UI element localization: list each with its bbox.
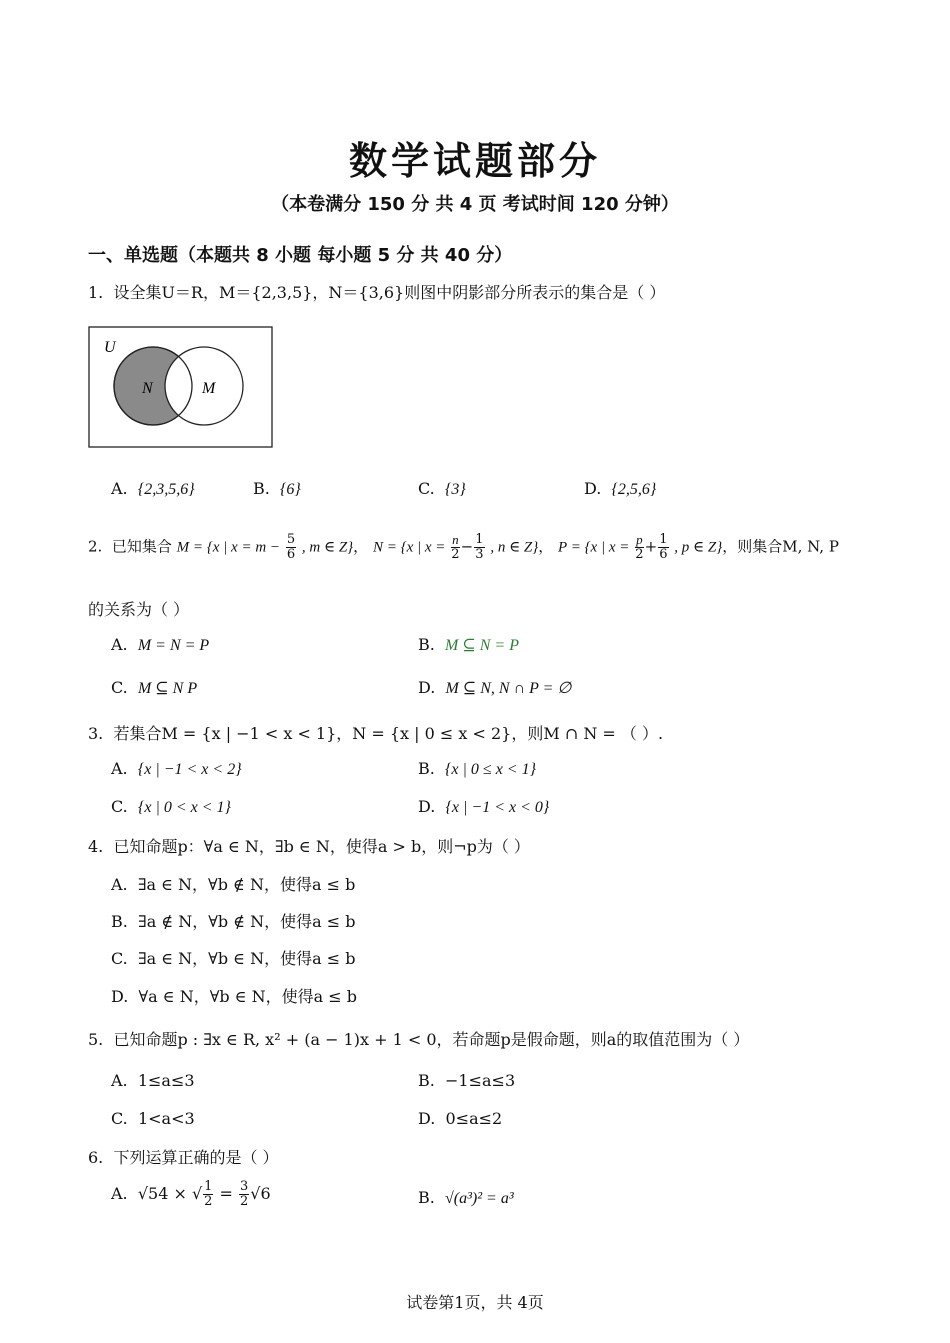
fraction: $\frac{n}{2}$ — [451, 532, 460, 562]
option-b[interactable]: B. {6} — [253, 479, 301, 498]
option-b[interactable]: B. {x | 0 ≤ x < 1} — [418, 759, 536, 778]
fraction: $\frac{5}{6}$ — [286, 532, 296, 562]
question-4 — [88, 834, 530, 857]
page-title: 数学试题部分 — [348, 138, 601, 183]
label-n: N — [142, 380, 153, 397]
option-a[interactable]: A. ∃a ∈ N，∀b ∉ N，使得a ≤ b — [111, 875, 356, 894]
option-b[interactable]: B. √(a³)² = a³ — [418, 1188, 514, 1207]
fraction: $\frac{p}{2}$ — [635, 532, 644, 562]
label-u: U — [104, 339, 116, 356]
question-3 — [88, 721, 663, 744]
option-c[interactable]: C. {3} — [418, 479, 466, 498]
question-number: 6. — [88, 1148, 104, 1167]
label-m: M — [202, 380, 216, 397]
question-number: 2. — [88, 537, 103, 556]
option-b[interactable]: B. ∃a ∉ N，∀b ∉ N，使得a ≤ b — [111, 912, 356, 931]
option-c[interactable]: C. {x | 0 < x < 1} — [111, 797, 231, 816]
page-footer: 试卷第1页，共 4页 — [406, 1293, 544, 1312]
question-text: 已知命题p : ∃x ∈ R, x² + (a − 1)x + 1 < 0，若命题p是假命题，则a的取值范围为（ ） — [113, 1030, 750, 1049]
question-text: 若集合M = {x | −1 < x < 1}，N = {x | 0 ≤ x < 2}，则M ∩ N = （ ）. — [113, 724, 664, 743]
option-d[interactable]: D. {2,5,6} — [584, 479, 657, 498]
section-heading: 一、单选题（本题共 8 小题 每小题 5 分 共 40 分） — [88, 245, 513, 266]
fraction: $\frac{1}{3}$ — [475, 532, 484, 562]
question-number: 3. — [88, 724, 104, 743]
question-text: 已知命题p：∀a ∈ N，∃b ∈ N，使得a > b，则¬p为（ ） — [113, 837, 530, 856]
question-1 — [88, 280, 665, 303]
question-number: 1. — [88, 283, 104, 302]
option-a[interactable]: A. M = N = P — [111, 635, 210, 654]
option-b[interactable]: B. −1≤a≤3 — [418, 1071, 516, 1090]
option-d[interactable]: D. M ⊆ N, N ∩ P = ∅ — [418, 678, 572, 697]
question-2: 2. 已知集合 M = {x | x = m − $\frac{5}{6}$ , m ∈ Z}， N = {x | x = $\frac{n}{2}$ − $\frac{1}{3}$ , n ∈ Z}， P = {x | x = $\frac{p}{2}$ + $\frac{1}{6}$ , p ∈ Z}，则集合M, N, P — [88, 532, 839, 562]
option-d[interactable]: D. {x | −1 < x < 0} — [418, 797, 550, 816]
option-a[interactable]: A. 1≤a≤3 — [111, 1071, 195, 1090]
option-a[interactable]: A. √54 × √ $\frac{1}{2}$ = $\frac{3}{2}$ √6 — [111, 1179, 271, 1209]
question-2-continuation: 的关系为（ ） — [88, 600, 190, 619]
option-a[interactable]: A. {2,3,5,6} — [111, 479, 195, 498]
fraction: $\frac{1}{6}$ — [659, 532, 668, 562]
question-text: 下列运算正确的是（ ） — [113, 1148, 279, 1167]
option-d[interactable]: D. 0≤a≤2 — [418, 1109, 503, 1128]
option-d[interactable]: D. ∀a ∈ N，∀b ∈ N，使得a ≤ b — [111, 987, 358, 1006]
option-c[interactable]: C. M ⊆ N P — [111, 678, 198, 697]
question-text: 设全集U＝R，M＝{2,3,5}，N＝{3,6}则图中阴影部分所表示的集合是（ ） — [113, 283, 666, 302]
question-6 — [88, 1145, 279, 1168]
option-a[interactable]: A. {x | −1 < x < 2} — [111, 759, 242, 778]
venn-diagram — [88, 326, 274, 448]
question-number: 4. — [88, 837, 104, 856]
question-5 — [88, 1027, 749, 1050]
exam-info: （本卷满分 150 分 共 4 页 考试时间 120 分钟） — [271, 194, 679, 215]
option-c[interactable]: C. ∃a ∈ N，∀b ∈ N，使得a ≤ b — [111, 949, 356, 968]
option-c[interactable]: C. 1<a<3 — [111, 1109, 195, 1128]
option-b[interactable]: B. M ⊆ N = P — [418, 635, 519, 654]
question-number: 5. — [88, 1030, 104, 1049]
